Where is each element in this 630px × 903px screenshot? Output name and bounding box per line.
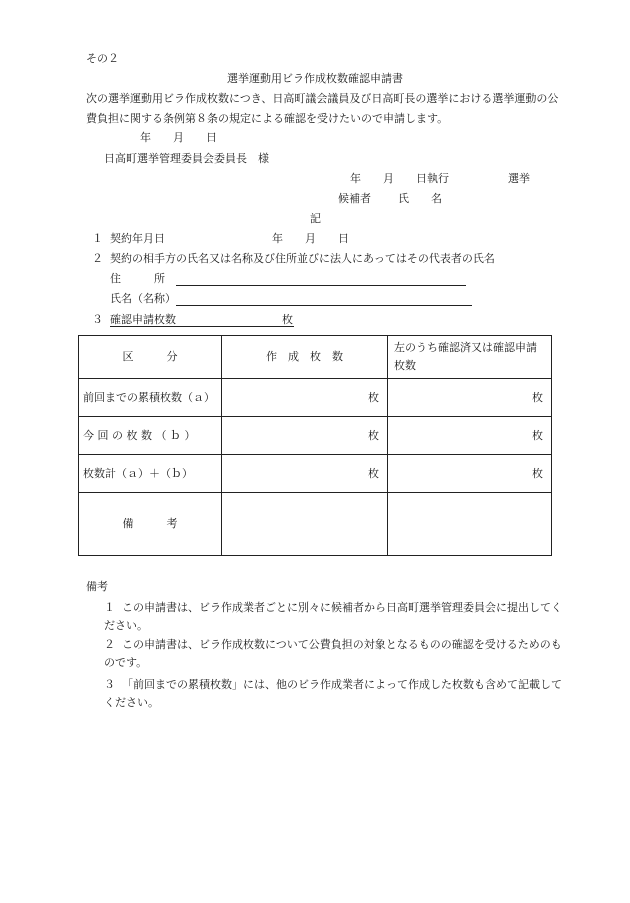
row-label: 今 回 の 枚 数 （ ｂ ） bbox=[79, 417, 222, 455]
note3-line1: 「前回までの累積枚数」には、他のビラ作成業者によって作成した枚数も含めて記載して bbox=[122, 678, 562, 691]
item2-number: ２ bbox=[92, 252, 103, 265]
document-title: 選挙運動用ビラ作成枚数確認申請書 bbox=[227, 72, 403, 85]
item3-label: 確認申請枚数 bbox=[110, 313, 176, 326]
address-label: 住 所 bbox=[110, 272, 165, 285]
row-unit[interactable]: 枚 bbox=[222, 455, 388, 493]
form-number: その２ bbox=[86, 52, 119, 65]
fullname-label: 氏名（名称） bbox=[110, 292, 176, 305]
table-row bbox=[79, 493, 552, 556]
note3-number: ３ bbox=[104, 678, 115, 691]
table-row bbox=[79, 417, 552, 455]
item2-label: 契約の相手方の氏名又は名称及び住所並びに法人にあってはその代表者の氏名 bbox=[110, 252, 495, 265]
item3-number: ３ bbox=[92, 313, 103, 326]
note2-line2: のです。 bbox=[104, 656, 148, 669]
header-confirmed-count-text: 左のうち確認済又は確認申請枚数 bbox=[394, 341, 537, 372]
count-table bbox=[78, 335, 552, 556]
remarks-cell[interactable] bbox=[222, 493, 388, 556]
application-date: 年 月 日 bbox=[140, 131, 217, 144]
row-unit[interactable]: 枚 bbox=[222, 379, 388, 417]
item1-number: １ bbox=[92, 232, 103, 245]
address-field[interactable] bbox=[176, 271, 466, 286]
table-header-row bbox=[79, 336, 552, 379]
header-created-count: 作 成 枚 数 bbox=[222, 336, 388, 379]
election-date: 年 月 日執行 bbox=[350, 172, 449, 185]
header-category: 区 分 bbox=[79, 336, 222, 379]
note1-number: １ bbox=[104, 601, 115, 614]
election-kind: 選挙 bbox=[508, 172, 530, 185]
header-confirmed-count bbox=[388, 336, 552, 379]
candidate-name-label: 氏 名 bbox=[398, 192, 442, 205]
fullname-field[interactable] bbox=[176, 291, 472, 306]
intro-line-2: 費負担に関する条例第８条の規定による確認を受けたいので申請します。 bbox=[86, 112, 449, 125]
note2-number: ２ bbox=[104, 638, 115, 651]
row-unit[interactable]: 枚 bbox=[388, 379, 552, 417]
addressee: 日高町選挙管理委員会委員長 様 bbox=[104, 152, 269, 165]
item1-label: 契約年月日 bbox=[110, 232, 165, 245]
intro-line-1: 次の選挙運動用ビラ作成枚数につき、日高町議会議員及び日高町長の選挙における選挙運動の公 bbox=[86, 92, 559, 105]
candidate-label: 候補者 bbox=[338, 192, 371, 205]
contract-date: 年 月 日 bbox=[272, 232, 349, 245]
note1-line1: この申請書は、ビラ作成業者ごとに別々に候補者から日高町選挙管理委員会に提出してく bbox=[122, 601, 562, 614]
table-row bbox=[79, 455, 552, 493]
note1-line2: ださい。 bbox=[104, 619, 148, 632]
remarks-cell[interactable] bbox=[388, 493, 552, 556]
row-unit[interactable]: 枚 bbox=[222, 417, 388, 455]
table-row bbox=[79, 379, 552, 417]
note2-line1: この申請書は、ビラ作成枚数について公費負担の対象となるものの確認を受けるためのも bbox=[122, 638, 562, 651]
row-unit[interactable]: 枚 bbox=[388, 417, 552, 455]
ki-label: 記 bbox=[310, 212, 321, 225]
row-label: 備 考 bbox=[79, 493, 222, 556]
item3-unit: 枚 bbox=[282, 313, 293, 326]
row-unit[interactable]: 枚 bbox=[388, 455, 552, 493]
row-label: 前回までの累積枚数（ａ） bbox=[79, 379, 222, 417]
note3-line2: ください。 bbox=[104, 696, 159, 709]
notes-heading: 備考 bbox=[86, 580, 108, 593]
row-label: 枚数計（ａ）＋（ｂ） bbox=[79, 455, 222, 493]
